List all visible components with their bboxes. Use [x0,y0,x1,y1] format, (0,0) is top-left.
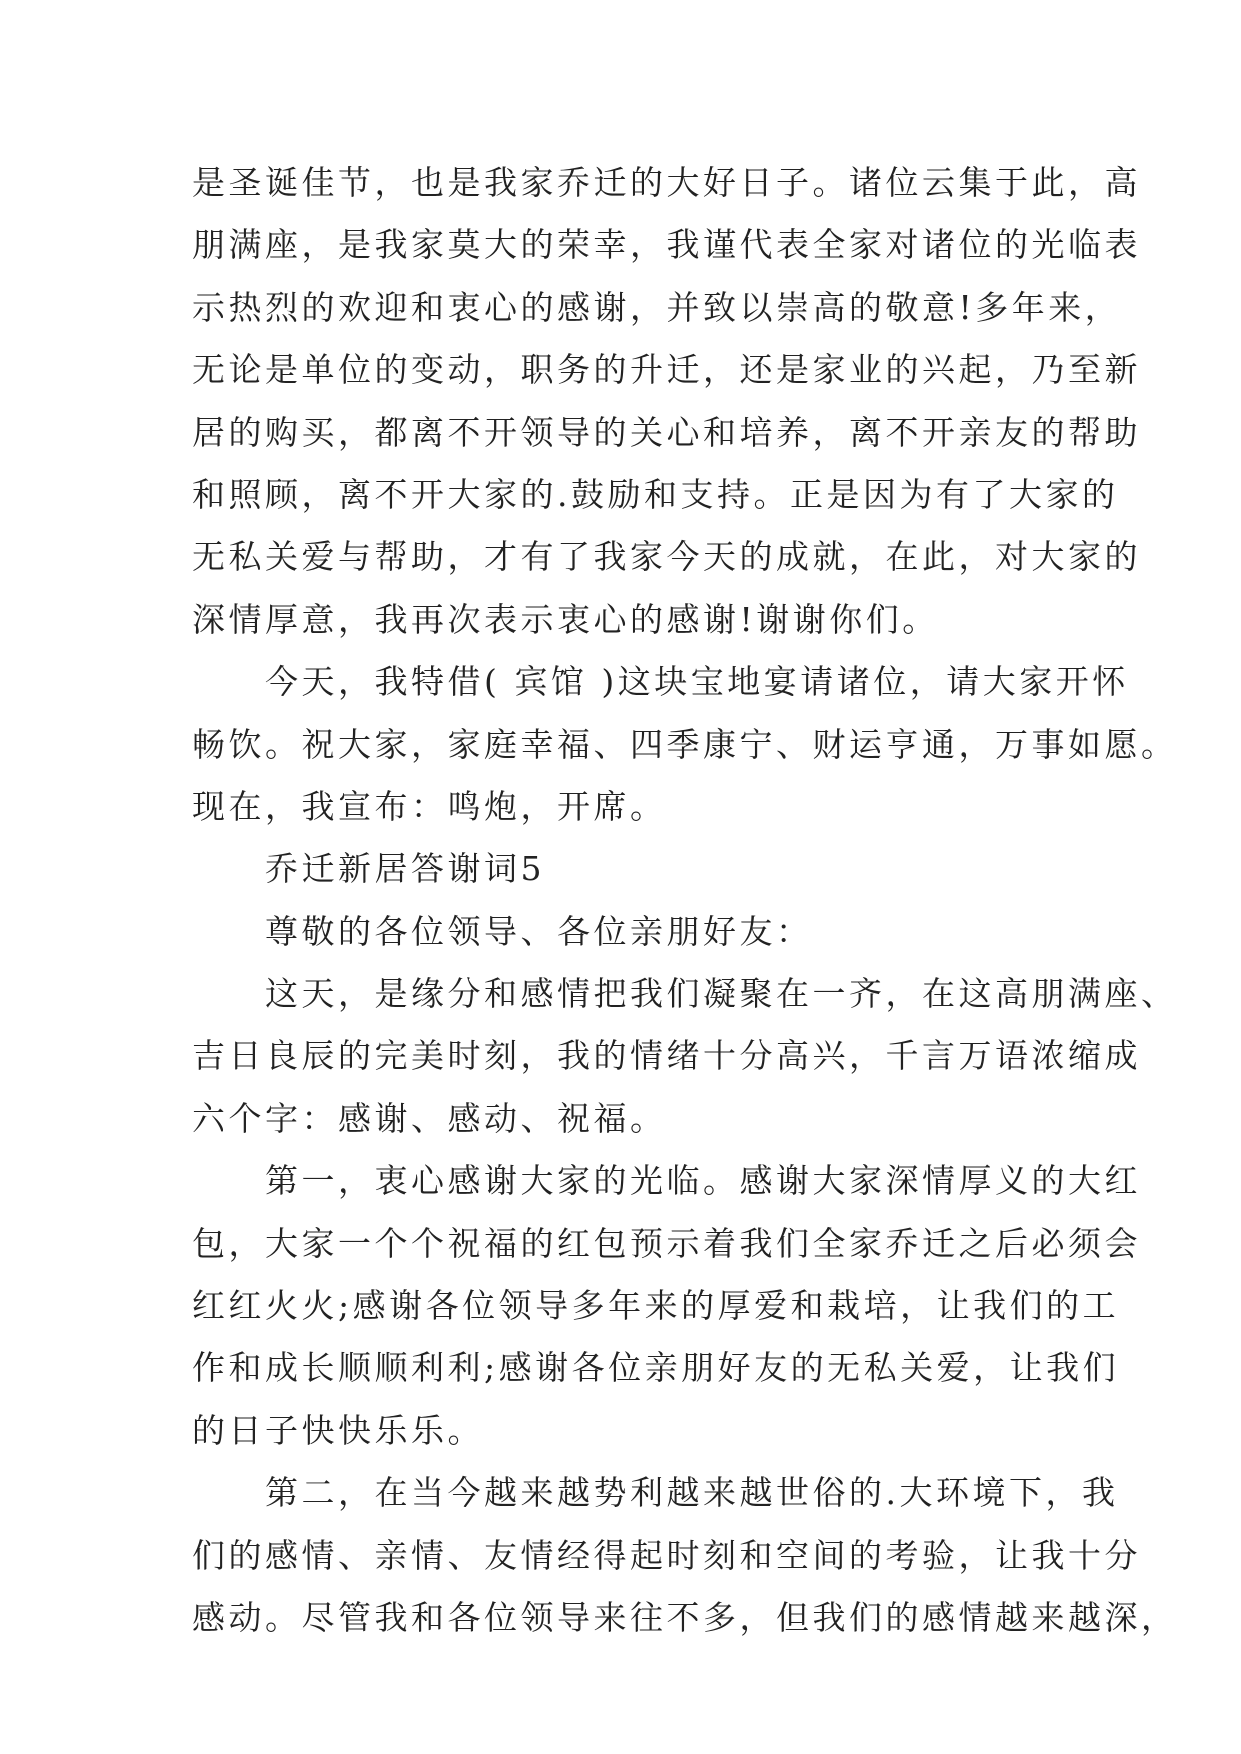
text-line: 包，大家一个个祝福的红包预示着我们全家乔迁之后必须会 [192,1223,1141,1263]
text-line: 吉日良辰的完美时刻，我的情绪十分高兴，千言万语浓缩成 [192,1036,1141,1076]
text-line: 现在，我宣布：鸣炮，开席。 [192,786,667,826]
text-line: 的日子快快乐乐。 [192,1410,484,1450]
text-line: 今天，我特借( 宾馆 )这块宝地宴请诸位，请大家开怀 [192,662,1129,702]
text-line: 无论是单位的变动，职务的升迁，还是家业的兴起，乃至新 [192,350,1141,390]
text-line: 作和成长顺顺利利;感谢各位亲朋好友的无私关爱，让我们 [192,1348,1120,1388]
text-line: 红红火火;感谢各位领导多年来的厚爱和栽培，让我们的工 [192,1286,1120,1326]
text-line: 这天，是缘分和感情把我们凝聚在一齐，在这高朋满座、 [192,974,1178,1014]
document-body [192,152,1178,1649]
text-line: 深情厚意，我再次表示衷心的感谢!谢谢你们。 [192,599,939,639]
text-line: 感动。尽管我和各位领导来往不多，但我们的感情越来越深， [192,1597,1178,1637]
text-line: 是圣诞佳节，也是我家乔迁的大好日子。诸位云集于此，高 [192,163,1141,202]
text-line: 无私关爱与帮助，才有了我家今天的成就，在此，对大家的 [192,537,1141,577]
text-line: 示热烈的欢迎和衷心的感谢，并致以崇高的敬意!多年来， [192,287,1122,327]
text-line: 朋满座，是我家莫大的荣幸，我谨代表全家对诸位的光临表 [192,225,1141,265]
text-line: 畅饮。祝大家，家庭幸福、四季康宁、财运亨通，万事如愿。 [192,724,1178,764]
text-line: 第一，衷心感谢大家的光临。感谢大家深情厚义的大红 [192,1161,1141,1201]
text-line: 们的感情、亲情、友情经得起时刻和空间的考验，让我十分 [192,1535,1141,1575]
text-line: 和照顾，离不开大家的.鼓励和支持。正是因为有了大家的 [192,474,1119,514]
text-line: 六个字：感谢、感动、祝福。 [192,1098,667,1138]
text-line: 第二，在当今越来越势利越来越世俗的.大环境下，我 [192,1473,1119,1513]
text-line: 居的购买，都离不开领导的关心和培养，离不开亲友的帮助 [192,412,1141,452]
salutation: 尊敬的各位领导、各位亲朋好友： [192,911,813,951]
section-heading: 乔迁新居答谢词5 [192,849,545,889]
